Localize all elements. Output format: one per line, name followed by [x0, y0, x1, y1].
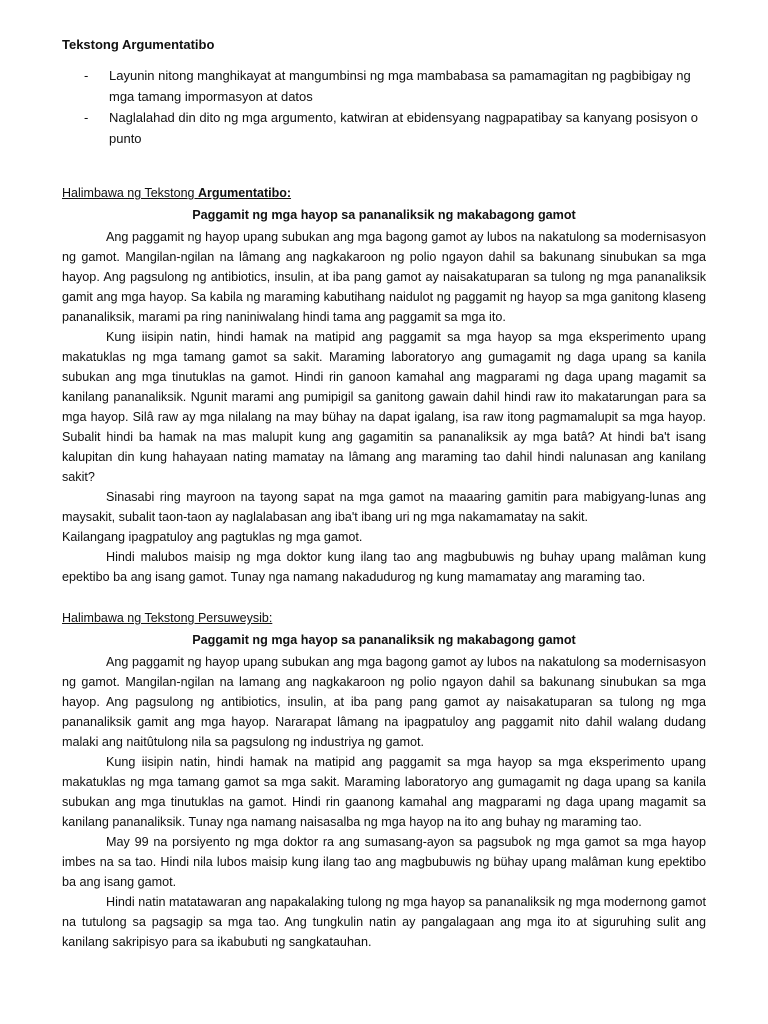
section-label-argumentatibo	[62, 184, 706, 202]
list-item	[62, 108, 706, 149]
essay-title: Paggamit ng mga hayop sa pananaliksik ng makabagong gamot	[192, 208, 576, 222]
section-label-prefix: Halimbawa ng Tekstong	[62, 186, 198, 200]
paragraph: Ang paggamit ng hayop upang subukan ang mga bagong gamot ay lubos na nakatulong sa modernisasyon ng gamot. Mangilan-ngilan na lamang ang nagkakaroon ng polio ngayon dahil sa bakunang sinubukan sa mga hayop. Ang pagsulong ng antibiotics, insulin, at iba pang pang gamot ay naisakatuparan sa tulong ng mga pananaliksik gamit ang mga hayop. Nararapat lâmang na ipagpatuloy ang paggamit nito dahil walang dudang malaki ang naitûtulong nila sa pagsulong ng industriya ng gamot.	[62, 655, 706, 749]
list-item	[62, 66, 706, 107]
paragraph: Kung iisipin natin, hindi hamak na matipid ang paggamit sa mga hayop sa mga eksperimento upang makatuklas ng mga tamang gamot sa sakit. Maraming laboratoryo ang gumagamit ng daga upang sa kanila subukan ang mga tinutuklas na gamot. Hindi rin ganoon kamahal ang magparami ng daga upang magamit sa kanilang pananaliksik. Ngunit marami ang pumipigil sa ganitong gawain dahil hindi raw ito makatarungan para sa mga hayop. Silâ raw ay mga nilalang na may bühay na dapat igalang, isa raw itong pagmamalupit sa mga hayop. Subalit hindi ba hamak na mas malupit kung ang gagamitin sa pananaliksik ay mga batâ? At hindi ba't isang kalupitan din kung hahayaan nating mamatay na lâmang ang maraming tao dahil hindi nalunasan ang kanilang sakit?	[62, 330, 706, 484]
paragraph: Sinasabi ring mayroon na tayong sapat na mga gamot na maaaring gamitin para mabigyang-lunas ang maysakit, subalit taon-taon ay naglalabasan ang iba't ibang uri ng mga nakamamatay na sakit.	[62, 490, 706, 524]
dash-bullet-icon: -	[84, 68, 89, 83]
paragraph: Hindi natin matatawaran ang napakalaking tulong ng mga hayop sa pananaliksik ng mga modernong gamot na tutulong sa pagsagip sa mga tao. Ang tungkulin natin ay pangalagaan ang mga ito at siguruhing sulit ang kanilang sakripisyo para sa ikabubuti ng sangkatauhan.	[62, 895, 706, 949]
essay-title: Paggamit ng mga hayop sa pananaliksik ng makabagong gamot	[192, 633, 576, 647]
dash-bullet-icon: -	[84, 110, 89, 125]
list-item-text: Naglalahad din dito ng mga argumento, katwiran at ebidensyang nagpapatibay sa kanyang posisyon o punto	[109, 110, 699, 146]
paragraph: May 99 na porsiyento ng mga doktor ra ang sumasang-ayon sa pagsubok ng mga gamot sa mga hayop imbes na sa tao. Hindi nila lubos maisip kung ilang tao ang magbubuwis ng bühay upang malâman kung epektibo ba ang isang gamot.	[62, 835, 706, 889]
definition-list	[62, 66, 706, 149]
paragraph: Ang paggamit ng hayop upang subukan ang mga bagong gamot ay lubos na nakatulong sa modernisasyon ng gamot. Mangilan-ngilan na lâmang ang nagkakaroon ng polio ngayon dahil sa bakunang sinubukan sa mga hayop. Ang pagsulong ng antibiotics, insulin, at iba pang gamot ay naisakatuparan sa tulong ng mga pananaliksik gamit ang mga hayop. Sa kabila ng maraming kabutihang naidulot ng paggamit ng hayop sa mga ganitong klaseng pananaliksik, marami pa ring naniniwalang hindi tama ang paggamit sa mga ito.	[62, 230, 706, 324]
paragraph: Hindi malubos maisip ng mga doktor kung ilang tao ang magbubuwis ng buhay upang malâman kung epektibo ba ang isang gamot. Tunay nga namang nakadudurog ng kung mamamatay ang maraming tao.	[62, 550, 706, 584]
paragraph: Kung iisipin natin, hindi hamak na matipid ang paggamit sa mga hayop sa mga eksperimento upang makatuklas ng mga tamang gamot sa mga sakit. Maraming laboratoryo ang gumagamit ng daga upang sa kanila subukan ang mga tinutuklas na gamot. Hindi rin gaanong kamahal ang magparami ng daga upang magamit sa kanilang pananaliksik. Tunay nga namang naisasalba ng mga hayop na ito ang buhay ng maraming tao.	[62, 755, 706, 829]
section-label-persuweysib: Halimbawa ng Tekstong Persuweysib:	[62, 611, 273, 625]
list-item-text: Layunin nitong manghikayat at mangumbinsi ng mga mambabasa sa pamamagitan ng pagbibigay ng mga tamang impormasyon at datos	[109, 68, 691, 104]
paragraph: Kailangang ipagpatuloy ang pagtuklas ng mga gamot.	[62, 530, 363, 544]
document-title: Tekstong Argumentatibo	[62, 37, 215, 52]
section-label-bold: Argumentatibo:	[197, 186, 292, 200]
